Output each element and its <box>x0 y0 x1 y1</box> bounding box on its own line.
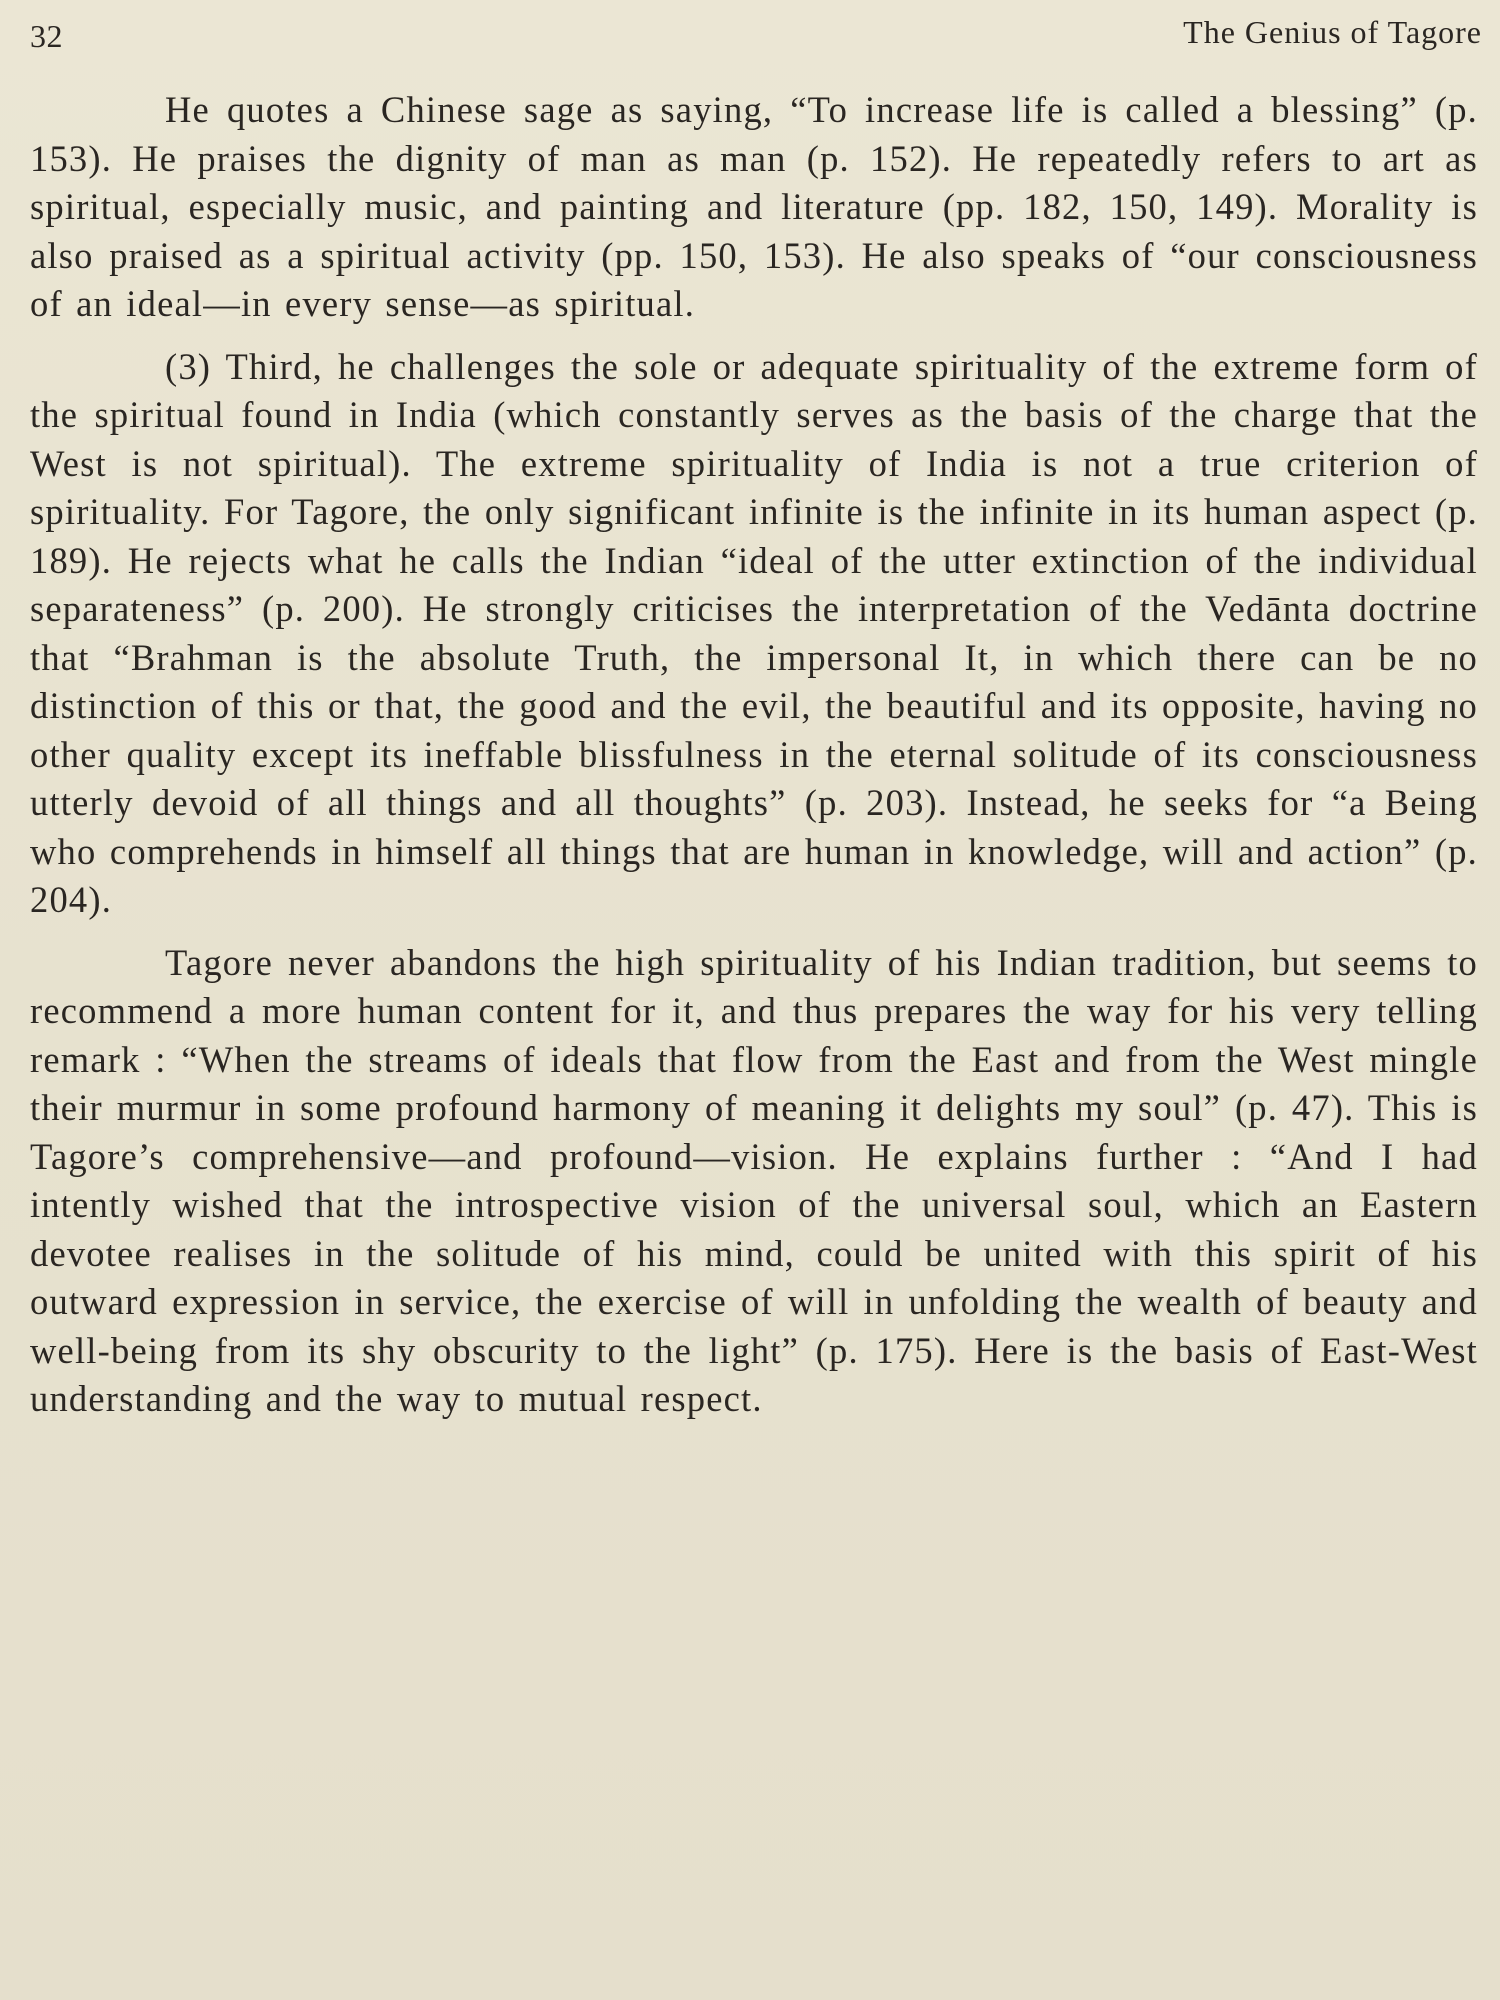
page-number: 32 <box>30 18 63 54</box>
paragraph-2: (3) Third, he challenges the sole or adequate spirituality of the extreme form of the spiritual found in India (which constantly serves as the basis of the charge that the West is not spiritual). The extreme spirituality of India is not a true criterion of spirituality. For Tagore, the only significant infinite is the infinite in its human aspect (p. 189). He rejects what he calls the Indian “ideal of the utter extinction of the individual separateness” (p. 200). He strongly criticises the interpretation of the Vedānta doctrine that “Brahman is the absolute Truth, the impersonal It, in which there can be no distinction of this or that, the good and the evil, the beautiful and its opposite, having no other quality except its ineffable blissfulness in the eternal solitude of its consciousness utterly devoid of all things and all thoughts” (p. 203). Instead, he seeks for “a Being who comprehends in himself all things that are human in knowledge, will and action” (p. 204). <box>30 345 1478 920</box>
paragraph-3: Tagore never abandons the high spirituality of his Indian tradition, but seems to recommend a more human content for it, and thus prepares the way for his very telling remark : “When the streams of ideals that flow from the East and from the West mingle their murmur in some profound harmony of meaning it delights my soul” (p. 47). This is Tagore’s comprehensive—and profound—vision. He explains further : “And I had intently wished that the introspective vision of the universal soul, which an Eastern devotee realises in the solitude of his mind, could be united with this spirit of his outward expression in service, the exercise of will in unfolding the wealth of beauty and well-being from its shy obscurity to the light” (p. 175). Here is the basis of East-West understanding and the way to mutual respect. <box>30 941 1478 1419</box>
body-text <box>30 86 1478 1424</box>
paragraph-1: He quotes a Chinese sage as saying, “To increase life is called a blessing” (p. 153). He praises the dignity of man as man (p. 152). He repeatedly refers to art as spiritual, especially music, and painting and literature (pp. 182, 150, 149). Morality is also praised as a spiritual activity (pp. 150, 153). He also speaks of “our consciousness of an ideal—in every sense—as spiritual. <box>30 89 1478 324</box>
book-title: The Genius of Tagore <box>1183 14 1482 50</box>
running-head <box>30 14 1482 54</box>
